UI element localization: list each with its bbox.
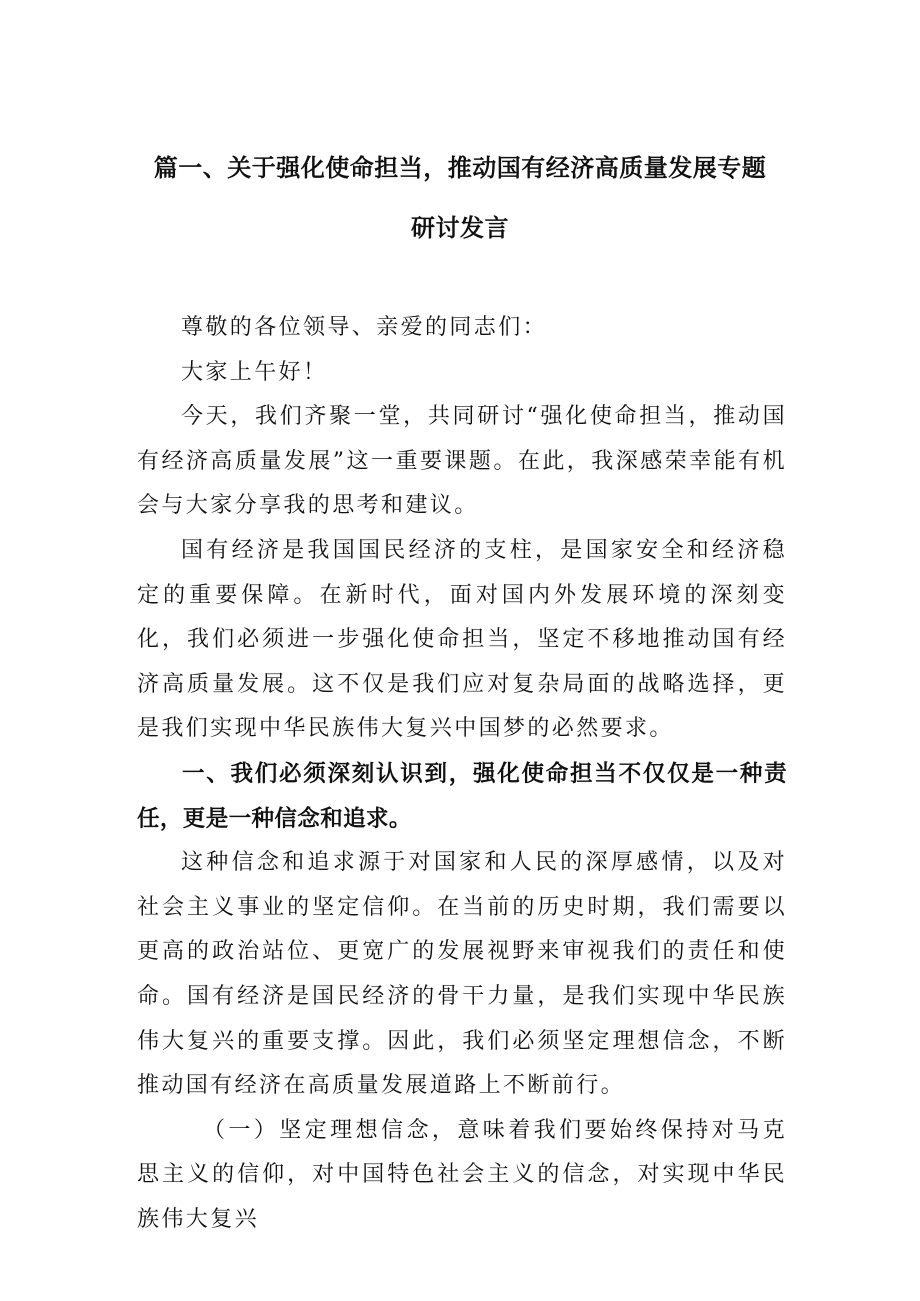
section-heading: 一、我们必须深刻认识到，强化使命担当不仅仅是一种责任，更是一种信念和追求。 (137, 760, 787, 832)
context-paragraph: 国有经济是我国国民经济的支柱，是国家安全和经济稳定的重要保障。在新时代，面对国内外发展环境的深刻变化，我们必须进一步强化使命担当，坚定不移地推动国有经济高质量发展。这不仅是我们应对复杂局面的战略选择，更是我们实现中华民族伟大复兴中国梦的必然要求。 (137, 537, 787, 742)
document-body (137, 306, 787, 1242)
greeting: 大家上午好！ (181, 359, 328, 385)
document-title-line-2: 研讨发言 (411, 214, 509, 242)
sub-point-paragraph: （一）坚定理想信念，意味着我们要始终保持对马克思主义的信仰，对中国特色社会主义的信念，对实现中华民族伟大复兴 (137, 1117, 787, 1232)
section-paragraph: 这种信念和追求源于对国家和人民的深厚感情，以及对社会主义事业的坚定信仰。在当前的历史时期，我们需要以更高的政治站位、更宽广的发展视野来审视我们的责任和使命。国有经济是国民经济的骨干力量，是我们实现中华民族伟大复兴的重要支撑。因此，我们必须坚定理想信念，不断推动国有经济在高质量发展道路上不断前行。 (137, 850, 787, 1099)
document-title-line-1: 篇一、关于强化使命担当，推动国有经济高质量发展专题 (153, 154, 767, 182)
intro-paragraph: 今天，我们齐聚一堂，共同研讨“强化使命担当，推动国有经济高质量发展”这一重要课题。在此，我深感荣幸能有机会与大家分享我的思考和建议。 (137, 404, 787, 519)
salutation: 尊敬的各位领导、亲爱的同志们： (181, 315, 548, 340)
